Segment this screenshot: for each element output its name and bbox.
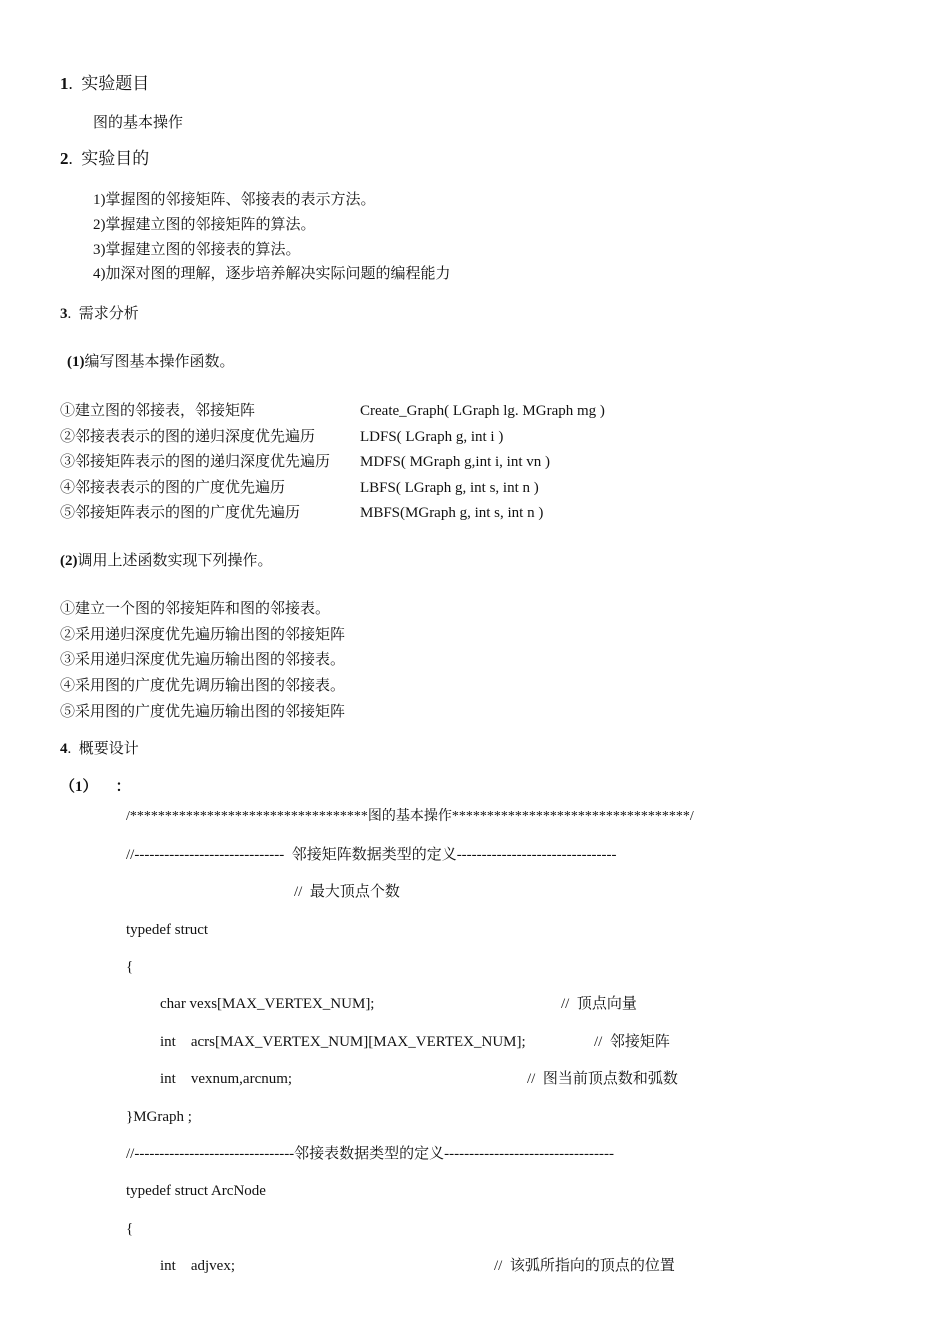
section-4-heading <box>60 740 139 758</box>
section-1-title: 实验题目 <box>81 74 150 93</box>
code-comment-adj-list: //--------------------------------邻接表数据类型的定义---------------------------------- <box>126 1146 615 1162</box>
section-2-title: 实验目的 <box>81 149 150 168</box>
function-signature: LBFS( LGraph g, int s, int n ) <box>360 480 539 496</box>
code-line: typedef struct <box>126 922 209 938</box>
objective-item: 2)掌握建立图的邻接矩阵的算法。 <box>93 217 316 233</box>
section-4-number: 4 <box>60 741 68 757</box>
operation-item: ④采用图的广度优先调历输出图的邻接表。 <box>60 678 346 694</box>
subsection-2-mark: (2) <box>60 553 78 569</box>
section-2-sep: . <box>68 149 73 168</box>
subsection-1-mark: (1) <box>67 354 85 370</box>
section-3-heading <box>60 305 139 323</box>
section-4-title: 概要设计 <box>78 741 139 757</box>
code-line: int adjvex; <box>160 1258 235 1274</box>
function-signature: MDFS( MGraph g,int i, int vn ) <box>360 454 551 470</box>
code-line: char vexs[MAX_VERTEX_NUM]; <box>160 996 375 1012</box>
operation-item: ②采用递归深度优先遍历输出图的邻接矩阵 <box>60 627 346 643</box>
section-4-sub-colon: ： <box>115 779 131 795</box>
function-desc: ③邻接矩阵表示的图的递归深度优先遍历 <box>60 454 331 470</box>
code-line: int acrs[MAX_VERTEX_NUM][MAX_VERTEX_NUM]; <box>160 1034 526 1050</box>
code-comment: // 图当前顶点数和弧数 <box>527 1071 678 1087</box>
function-signature: LDFS( LGraph g, int i ) <box>360 429 504 445</box>
section-4-sub <box>60 778 131 796</box>
code-line: }MGraph ; <box>126 1109 192 1125</box>
code-comment-max-vertex: // 最大顶点个数 <box>294 884 400 900</box>
section-1-sep: . <box>68 74 73 93</box>
function-desc: ①建立图的邻接表，邻接矩阵 <box>60 403 256 419</box>
code-comment: // 该弧所指向的顶点的位置 <box>494 1258 675 1274</box>
section-3-sep: . <box>67 306 72 322</box>
function-signature: Create_Graph( LGraph lg. MGraph mg ) <box>360 403 605 419</box>
function-signature: MBFS(MGraph g, int s, int n ) <box>360 505 544 521</box>
section-3-number: 3 <box>60 306 68 322</box>
operation-item: ⑤采用图的广度优先遍历输出图的邻接矩阵 <box>60 704 346 720</box>
function-desc: ④邻接表表示的图的广度优先遍历 <box>60 480 286 496</box>
section-2-number: 2 <box>60 149 69 168</box>
section-2-heading <box>60 149 149 169</box>
code-comment: // 顶点向量 <box>561 996 637 1012</box>
code-line: { <box>126 1221 134 1237</box>
code-banner: /**********************************图的基本操作**********************************/ <box>126 809 694 824</box>
subsection-1-text: 编写图基本操作函数。 <box>84 354 235 370</box>
code-comment-adj-matrix: //------------------------------ 邻接矩阵数据类型的定义-------------------------------- <box>126 847 617 863</box>
section-4-sub-mark: （1） <box>60 779 98 795</box>
section-3-title: 需求分析 <box>78 306 139 322</box>
code-comment: // 邻接矩阵 <box>594 1034 670 1050</box>
function-desc: ②邻接表表示的图的递归深度优先遍历 <box>60 429 316 445</box>
section-1-heading <box>60 74 149 94</box>
code-line: typedef struct ArcNode <box>126 1183 266 1199</box>
function-desc: ⑤邻接矩阵表示的图的广度优先遍历 <box>60 505 301 521</box>
objective-item: 3)掌握建立图的邻接表的算法。 <box>93 242 301 258</box>
objective-item: 4)加深对图的理解，逐步培养解决实际问题的编程能力 <box>93 266 451 282</box>
subsection-1 <box>67 353 235 371</box>
section-1-number: 1 <box>60 74 69 93</box>
subsection-2-text: 调用上述函数实现下列操作。 <box>77 553 273 569</box>
operation-item: ①建立一个图的邻接矩阵和图的邻接表。 <box>60 601 331 617</box>
code-line: { <box>126 959 134 975</box>
objective-item: 1)掌握图的邻接矩阵、邻接表的表示方法。 <box>93 192 376 208</box>
operation-item: ③采用递归深度优先遍历输出图的邻接表。 <box>60 652 346 668</box>
section-1-body: 图的基本操作 <box>93 115 184 131</box>
section-4-sep: . <box>67 741 72 757</box>
subsection-2 <box>60 552 273 570</box>
code-line: int vexnum,arcnum; <box>160 1071 293 1087</box>
